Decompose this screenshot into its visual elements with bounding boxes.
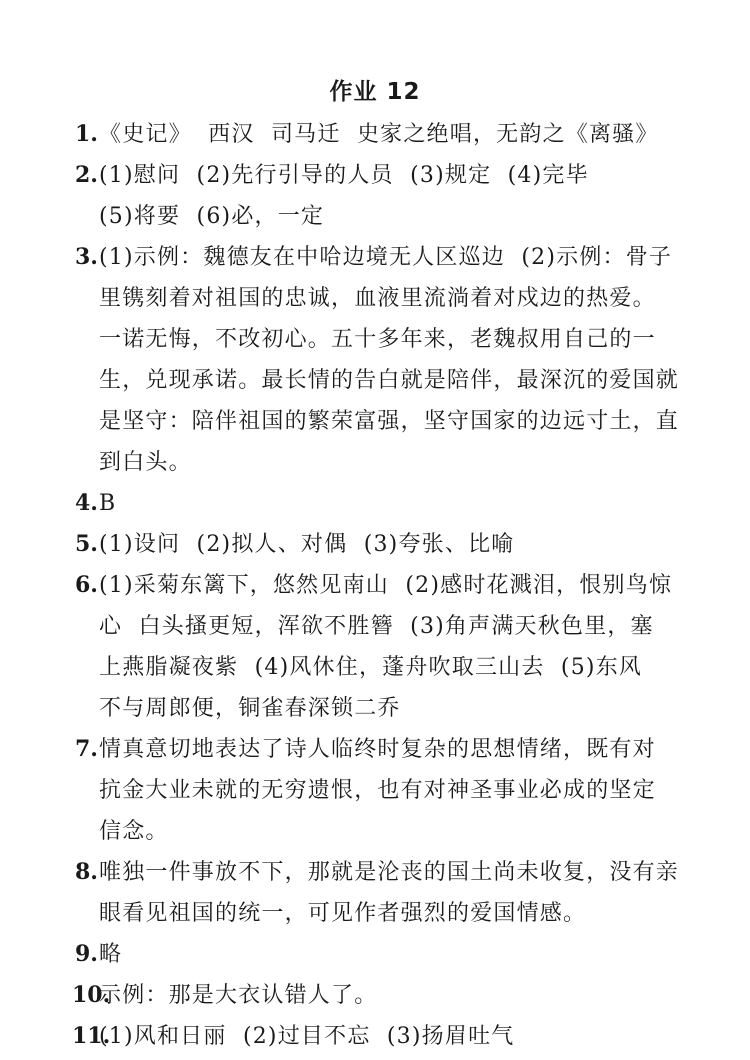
- answer-item: [0, 155, 750, 237]
- answer-line: 示例：那是大衣认错人了。: [99, 983, 378, 1008]
- answer-line: 一诺无悔，不改初心。五十多年来，老魏叔用自己的一: [99, 327, 656, 352]
- answer-number: 2.: [75, 162, 98, 188]
- answer-number: 7.: [75, 736, 98, 762]
- answer-line: 是坚守：陪伴祖国的繁荣富强，坚守国家的边远寸土，直: [99, 409, 680, 434]
- answer-line: (1)风和日丽 (2)过目不忘 (3)扬眉吐气: [99, 1024, 515, 1049]
- answer-number: 5.: [75, 531, 98, 557]
- answer-number: 1.: [75, 121, 98, 147]
- answer-line: 上燕脂凝夜紫 (4)风休住，蓬舟吹取三山去 (5)东风: [99, 655, 643, 680]
- answer-number: 4.: [75, 490, 98, 516]
- answer-number: 10.: [72, 982, 111, 1008]
- answer-item: [0, 975, 750, 1016]
- answer-item: [0, 114, 750, 155]
- answer-item: [0, 483, 750, 524]
- answer-item: [0, 237, 750, 483]
- answer-line: 里镌刻着对祖国的忠诚，血液里流淌着对戍边的热爱。: [99, 286, 656, 311]
- answer-number: 9.: [75, 941, 98, 967]
- answer-line: (1)采菊东篱下，悠然见南山 (2)感时花溅泪，恨别鸟惊: [99, 573, 673, 598]
- page-title: 作业 12: [329, 79, 421, 105]
- answer-line: 不与周郎便，铜雀春深锁二乔: [99, 696, 401, 721]
- answer-line: (1)设问 (2)拟人、对偶 (3)夸张、比喻: [99, 532, 515, 557]
- answer-line: 略: [99, 942, 123, 967]
- answer-number: 11.: [72, 1023, 111, 1049]
- answer-line: (1)慰问 (2)先行引导的人员 (3)规定 (4)完毕: [99, 163, 589, 188]
- answer-line: 抗金大业未就的无穷遗恨，也有对神圣事业必成的坚定: [99, 778, 656, 803]
- answer-item: [0, 934, 750, 975]
- answer-line: 眼看见祖国的统一，可见作者强烈的爱国情感。: [99, 901, 587, 926]
- answer-number: 3.: [75, 244, 98, 270]
- answer-line: 情真意切地表达了诗人临终时复杂的思想情绪，既有对: [99, 737, 656, 762]
- answer-item: [0, 524, 750, 565]
- answer-list: [0, 114, 750, 1057]
- answer-item: [0, 729, 750, 852]
- answer-line: 信念。: [99, 819, 169, 844]
- answer-line: 《史记》 西汉 司马迁 史家之绝唱，无韵之《离骚》: [99, 122, 659, 147]
- answer-item: [0, 1016, 750, 1057]
- answer-line: B: [99, 491, 117, 516]
- answer-number: 6.: [75, 572, 98, 598]
- answer-line: 到白头。: [99, 450, 192, 475]
- answer-item: [0, 565, 750, 729]
- answer-line: 生，兑现承诺。最长情的告白就是陪伴，最深沉的爱国就: [99, 368, 680, 393]
- answer-number: 8.: [75, 859, 98, 885]
- answer-line: (1)示例：魏德友在中哈边境无人区巡边 (2)示例：骨子: [99, 245, 673, 270]
- answer-line: 唯独一件事放不下，那就是沦丧的国土尚未收复，没有亲: [99, 860, 680, 885]
- answer-line: 心 白头搔更短，浑欲不胜簪 (3)角声满天秋色里，塞: [99, 614, 654, 639]
- answer-item: [0, 852, 750, 934]
- answer-line: (5)将要 (6)必，一定: [99, 204, 325, 229]
